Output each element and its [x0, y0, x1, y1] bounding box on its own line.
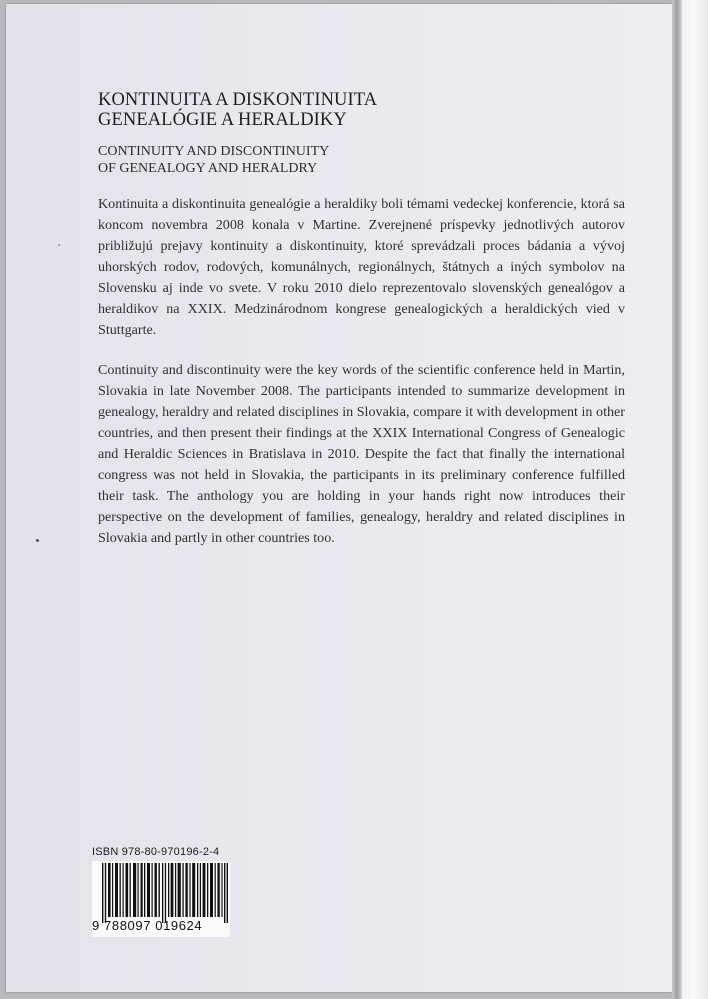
cover-speck [36, 539, 39, 542]
book-subtitle-english [98, 143, 518, 177]
isbn-barcode [92, 861, 230, 937]
barcode-digits: 9 788097 019624 [92, 918, 203, 933]
description-english: Continuity and discontinuity were the key words of the scientific conference held in Martin, Slovakia in late November 2008. The participants intended to summarize development in genealogy, heraldry and related disciplines in Slovakia, compare it with development in other countries, and then present their findings at the XXIX International Congress of Genealogic and Heraldic Sciences in Bratislava in 2010. Despite the fact that finally the international congress was not held in Slovakia, the participants in its preliminary conference fulfilled their task. The anthology you are holding in your hands right now introduces their perspective on the development of families, genealogy, heraldry and related disciplines in Slovakia and partly in other countries too. [98, 362, 625, 546]
book-spine [682, 0, 708, 999]
book-title [98, 90, 518, 130]
subtitle-line-1: CONTINUITY AND DISCONTINUITY [98, 144, 330, 159]
subtitle-line-2: OF GENEALOGY AND HERALDRY [98, 161, 318, 176]
title-line-2: GENEALÓGIE A HERALDIKY [98, 110, 347, 130]
isbn-label: ISBN 978-80-970196-2-4 [92, 846, 220, 858]
barcode-bars [102, 863, 228, 923]
back-cover [6, 4, 672, 992]
title-line-1: KONTINUITA A DISKONTINUITA [98, 90, 378, 110]
spine-hinge [672, 0, 682, 999]
description-slovak: Kontinuita a diskontinuita genealógie a heraldiky boli témami vedeckej konferencie, ktorá sa koncom novembra 2008 konala v Martine. Zverejnené príspevky jednotlivých autorov približujú prejavy kontinuity a diskontinuity, ktoré sprevádzali proces bádania a vývoj uhorských rodov, rodových, komunálnych, regionálnych, štátnych a iných symbolov na Slovensku aj inde vo svete. V roku 2010 dielo reprezentovalo slovenských genealógov a heraldikov na XXIX. Medzinárodnom kongrese genealogických a heraldických vied v Stuttgarte. [98, 196, 625, 338]
cover-speck [58, 244, 60, 246]
